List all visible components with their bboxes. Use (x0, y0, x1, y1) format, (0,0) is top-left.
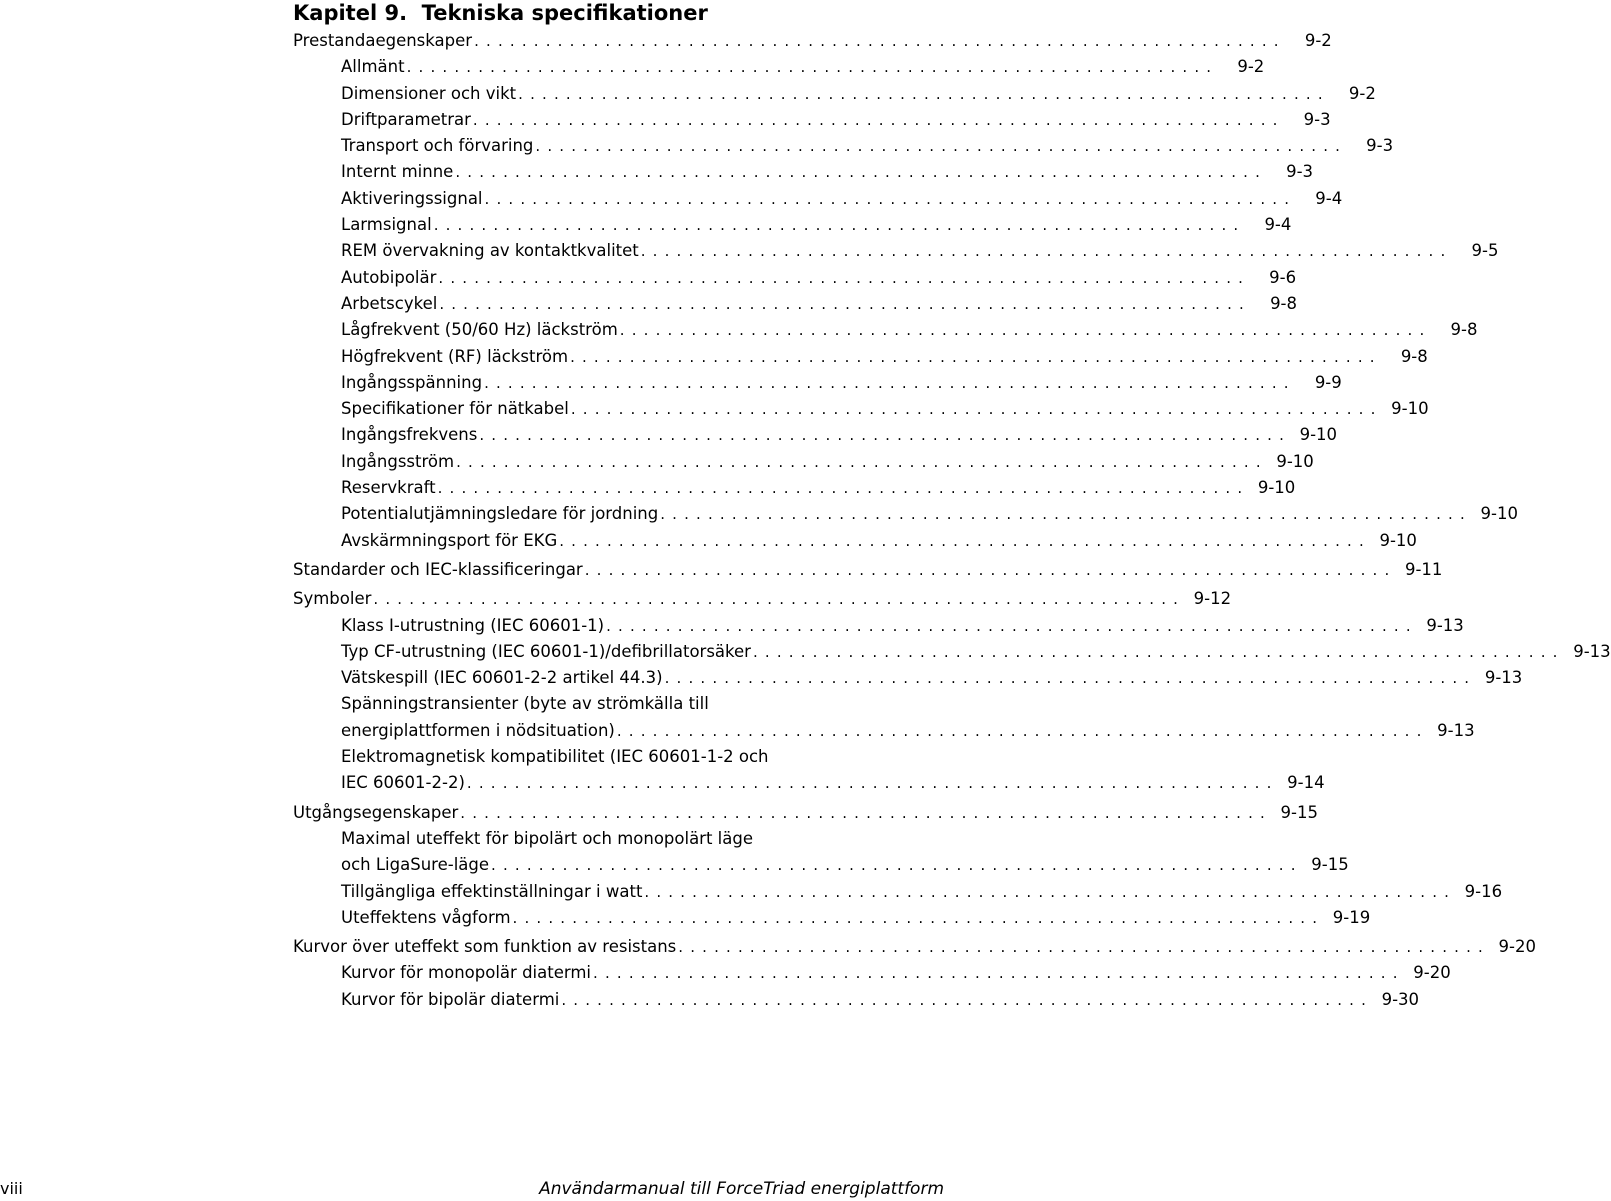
toc-entry[interactable] (293, 475, 1296, 501)
toc-entry[interactable] (293, 81, 1376, 107)
toc-entry[interactable] (293, 370, 1342, 396)
toc-entry-label: Klass I-utrustning (IEC 60601-1) (341, 615, 605, 635)
toc-entry-label: Transport och förvaring (341, 136, 534, 156)
dot-leader: . . . . . . . . . . . . . . . . . . . . . . . . . . . . . . . . . . . . . . . . . . . . . . . . . . . . . . . . . . . . . . . . . . . . (466, 774, 1273, 793)
dot-leader: . . . . . . . . . . . . . . . . . . . . . . . . . . . . . . . . . . . . . . . . . . . . . . . . . . . . . . . . . . . . . . . . . . . . (570, 347, 1376, 366)
toc-entry-label: och LigaSure-läge (341, 855, 490, 875)
dot-leader: . . . . . . . . . . . . . . . . . . . . . . . . . . . . . . . . . . . . . . . . . . . . . . . . . . . . . . . . . . . . . . . . . . . . (460, 803, 1266, 822)
toc-entry-label: Internt minne (341, 162, 454, 182)
toc-entry-page: 9-3 (1303, 109, 1331, 129)
toc-entry[interactable] (293, 396, 1429, 422)
toc-entry-line (341, 449, 1314, 475)
dot-leader: . . . . . . . . . . . . . . . . . . . . . . . . . . . . . . . . . . . . . . . . . . . . . . . . . . . . . . . . . . . . . . . . . . . . (472, 110, 1279, 129)
toc-entry-page: 9-5 (1471, 241, 1499, 261)
dot-leader: . . . . . . . . . . . . . . . . . . . . . . . . . . . . . . . . . . . . . . . . . . . . . . . . . . . . . . . . . . . . . . . . . . . . (438, 268, 1245, 287)
toc-entry[interactable] (293, 212, 1292, 238)
dot-leader: . . . . . . . . . . . . . . . . . . . . . . . . . . . . . . . . . . . . . . . . . . . . . . . . . . . . . . . . . . . . . . . . . . . . (570, 400, 1377, 419)
dot-leader: . . . . . . . . . . . . . . . . . . . . . . . . . . . . . . . . . . . . . . . . . . . . . . . . . . . . . . . . . . . . . . . . . . . . (664, 669, 1471, 688)
toc-entry-line (341, 186, 1343, 212)
toc-entry-page: 9-20 (1498, 937, 1536, 957)
dot-leader: . . . . . . . . . . . . . . . . . . . . . . . . . . . . . . . . . . . . . . . . . . . . . . . . . . . . . . . . . . . . . . . . . . . . (455, 163, 1262, 182)
toc-entry-line (341, 718, 1475, 744)
toc-entry-label: Uteffektens vågform (341, 907, 511, 927)
toc-entry-page: 9-3 (1366, 136, 1394, 156)
toc-entry-page: 9-12 (1193, 589, 1232, 609)
toc-entry-page: 9-8 (1270, 293, 1298, 313)
toc-entry-page: 9-2 (1304, 31, 1332, 50)
dot-leader: . . . . . . . . . . . . . . . . . . . . . . . . . . . . . . . . . . . . . . . . . . . . . . . . . . . . . . . . . . . . . . . . . . . . (593, 964, 1399, 983)
toc-entry-page: 9-2 (1348, 83, 1376, 103)
toc-entry-label: Aktiveringssignal (341, 188, 483, 208)
toc-entry-page: 9-6 (1269, 267, 1297, 287)
toc-entry-line (341, 501, 1518, 527)
toc-entry-line (341, 265, 1297, 291)
toc-entry-label: Lågfrekvent (50/60 Hz) läckström (341, 320, 618, 340)
dot-leader: . . . . . . . . . . . . . . . . . . . . . . . . . . . . . . . . . . . . . . . . . . . . . . . . . . . . . . . . . . . . . . . . . . . . (479, 426, 1286, 445)
toc-entry-label: Reservkraft (341, 478, 436, 498)
toc-entry-page: 9-19 (1332, 907, 1371, 927)
toc-entry-line (341, 159, 1314, 185)
toc-entry-page: 9-13 (1573, 641, 1611, 661)
dot-leader: . . . . . . . . . . . . . . . . . . . . . . . . . . . . . . . . . . . . . . . . . . . . . . . . . . . . . . . . . . . . . . . . . . . . (606, 616, 1412, 635)
toc-entry-label: Arbetscykel (341, 293, 438, 313)
toc-entry-page: 9-20 (1413, 963, 1451, 983)
toc-entry-line (293, 934, 1536, 960)
dot-leader: . . . . . . . . . . . . . . . . . . . . . . . . . . . . . . . . . . . . . . . . . . . . . . . . . . . . . . . . . . . . . . . . . . . . (491, 856, 1297, 875)
toc-entry-line (341, 107, 1331, 133)
toc-entry-line (341, 238, 1499, 264)
toc-entry-line (293, 800, 1318, 826)
toc-entry[interactable] (293, 826, 1349, 879)
toc-entry-page: 9-13 (1484, 668, 1523, 688)
toc-entry-line (341, 475, 1296, 501)
dot-leader: . . . . . . . . . . . . . . . . . . . . . . . . . . . . . . . . . . . . . . . . . . . . . . . . . . . . . . . . . . . . . . . . . . . . (584, 560, 1391, 579)
toc-entry[interactable] (293, 960, 1451, 986)
toc-entry-label: Dimensioner och vikt (341, 83, 517, 103)
toc-entry[interactable] (293, 639, 1611, 665)
toc-entry[interactable] (293, 344, 1428, 370)
toc-entry-label: Ingångsspänning (341, 372, 483, 392)
toc-entry-line (341, 960, 1451, 986)
toc-entry-page: 9-10 (1480, 504, 1518, 524)
toc-entry-label: Tillgängliga effektinställningar i watt (341, 881, 643, 901)
toc-entry[interactable] (293, 238, 1499, 264)
toc-entry[interactable] (293, 744, 1325, 797)
toc-entry-label: Ingångsström (341, 451, 455, 471)
toc-entry-label: Specifikationer för nätkabel (341, 399, 569, 419)
toc-entry-page: 9-10 (1299, 425, 1338, 445)
toc-entry-label-line1: Spänningstransienter (byte av strömkälla till (341, 694, 709, 714)
toc-entry-page: 9-10 (1257, 478, 1296, 498)
toc-entry-label-line1: Elektromagnetisk kompatibilitet (IEC 60601-1-2 och (341, 747, 769, 767)
dot-leader: . . . . . . . . . . . . . . . . . . . . . . . . . . . . . . . . . . . . . . . . . . . . . . . . . . . . . . . . . . . . . . . . . . . . (660, 505, 1466, 524)
toc-entry-page: 9-8 (1450, 320, 1478, 340)
toc-entry-page: 9-14 (1287, 773, 1325, 793)
toc-entry-line (341, 770, 1325, 796)
toc-entry-line (341, 291, 1298, 317)
chapter-title: Kapitel 9. Tekniska specifikationer (293, 1, 708, 25)
toc-entry[interactable] (293, 317, 1478, 343)
toc-entry-label: Typ CF-utrustning (IEC 60601-1)/defibrillatorsäker (341, 641, 751, 661)
toc-entry-page: 9-13 (1437, 720, 1475, 740)
toc-entry-page: 9-3 (1286, 162, 1314, 182)
toc-entry[interactable] (293, 291, 1298, 317)
toc-entry-line (341, 396, 1429, 422)
toc-entry-line (341, 987, 1420, 1013)
toc-entry-label: Kurvor över uteffekt som funktion av resistans (293, 937, 677, 957)
toc-entry[interactable] (293, 987, 1420, 1013)
manual-title: Användarmanual till ForceTriad energiplattform (539, 1179, 944, 1199)
dot-leader: . . . . . . . . . . . . . . . . . . . . . . . . . . . . . . . . . . . . . . . . . . . . . . . . . . . . . . . . . . . . . . . . . . . . (433, 216, 1240, 235)
toc-entry-page: 9-10 (1276, 451, 1314, 471)
toc-entry-line (341, 212, 1292, 238)
toc-entry[interactable] (293, 905, 1371, 931)
dot-leader: . . . . . . . . . . . . . . . . . . . . . . . . . . . . . . . . . . . . . . . . . . . . . . . . . . . . . . . . . . . . . . . . . . . . (456, 452, 1262, 471)
dot-leader: . . . . . . . . . . . . . . . . . . . . . . . . . . . . . . . . . . . . . . . . . . . . . . . . . . . . . . . . . . . . . . . . . . . . (619, 321, 1426, 340)
toc-entry-page: 9-15 (1280, 802, 1318, 822)
toc-entry-label: Symboler (293, 589, 372, 609)
toc-entry[interactable] (293, 934, 1536, 960)
toc-entry-label: Prestandaegenskaper (293, 31, 473, 50)
toc-entry[interactable] (293, 501, 1518, 527)
dot-leader: . . . . . . . . . . . . . . . . . . . . . . . . . . . . . . . . . . . . . . . . . . . . . . . . . . . . . . . . . . . . . . . . . . . . (512, 908, 1319, 927)
toc-entry-line (341, 905, 1371, 931)
dot-leader: . . . . . . . . . . . . . . . . . . . . . . . . . . . . . . . . . . . . . . . . . . . . . . . . . . . . . . . . . . . . . . . . . . . . (640, 242, 1447, 261)
toc-entry-label: Standarder och IEC-klassificeringar (293, 559, 583, 579)
toc-entry-line (341, 613, 1464, 639)
toc-entry-label: Driftparametrar (341, 109, 471, 129)
toc-entry-label: Larmsignal (341, 215, 432, 235)
toc-entry-label: IEC 60601-2-2) (341, 773, 465, 793)
toc-entry-line (293, 28, 1332, 54)
toc-entry-page: 9-30 (1381, 989, 1420, 1009)
toc-entry-label: Autobipolär (341, 267, 437, 287)
dot-leader: . . . . . . . . . . . . . . . . . . . . . . . . . . . . . . . . . . . . . . . . . . . . . . . . . . . . . . . . . . . . . . . . . . . . (561, 990, 1368, 1009)
toc-entry-page: 9-16 (1464, 881, 1503, 901)
toc-entry-line (341, 665, 1523, 691)
toc-entry-page: 9-8 (1400, 346, 1428, 366)
toc-entry[interactable] (293, 186, 1343, 212)
toc-entry[interactable] (293, 449, 1314, 475)
toc-entry-label: energiplattformen i nödsituation) (341, 720, 615, 740)
toc-entry-line (293, 557, 1443, 583)
toc-entry-page: 9-4 (1264, 215, 1292, 235)
toc-entry-line (341, 81, 1376, 107)
toc-entry-page: 9-9 (1314, 372, 1342, 392)
toc-entry-line (341, 317, 1478, 343)
toc-entry-line (341, 133, 1394, 159)
toc-entry-label: Avskärmningsport för EKG (341, 530, 558, 550)
page-number: viii (0, 1179, 23, 1198)
toc-entry-label: Allmänt (341, 57, 405, 77)
toc-entry-line (341, 344, 1428, 370)
toc-entry[interactable] (293, 28, 1332, 54)
dot-leader: . . . . . . . . . . . . . . . . . . . . . . . . . . . . . . . . . . . . . . . . . . . . . . . . . . . . . . . . . . . . . . . . . . . . (484, 189, 1291, 208)
toc-entry[interactable] (293, 159, 1314, 185)
toc-entry-page: 9-13 (1426, 615, 1464, 635)
toc-entry-label: Utgångsegenskaper (293, 802, 459, 822)
toc-entry-label: REM övervakning av kontaktkvalitet (341, 241, 639, 261)
toc-entry[interactable] (293, 800, 1318, 826)
toc-entry[interactable] (293, 557, 1443, 583)
dot-leader: . . . . . . . . . . . . . . . . . . . . . . . . . . . . . . . . . . . . . . . . . . . . . . . . . . . . . . . . . . . . . . . . . . . . (616, 721, 1423, 740)
dot-leader: . . . . . . . . . . . . . . . . . . . . . . . . . . . . . . . . . . . . . . . . . . . . . . . . . . . . . . . . . . . . . . . . . . . . (678, 938, 1484, 957)
toc-entry-label: Potentialutjämningsledare för jordning (341, 504, 659, 524)
toc-entry-line (341, 852, 1349, 878)
table-of-contents (293, 28, 1611, 1013)
dot-leader: . . . . . . . . . . . . . . . . . . . . . . . . . . . . . . . . . . . . . . . . . . . . . . . . . . . . . . . . . . . . . . . . . . . . (439, 294, 1246, 313)
toc-entry[interactable] (293, 879, 1503, 905)
toc-entry-label: Kurvor för bipolär diatermi (341, 989, 560, 1009)
dot-leader: . . . . . . . . . . . . . . . . . . . . . . . . . . . . . . . . . . . . . . . . . . . . . . . . . . . . . . . . . . . . . . . . . . . . (644, 882, 1451, 901)
dot-leader: . . . . . . . . . . . . . . . . . . . . . . . . . . . . . . . . . . . . . . . . . . . . . . . . . . . . . . . . . . . . . . . . . . . . (437, 479, 1244, 498)
toc-entry-label: Vätskespill (IEC 60601-2-2 artikel 44.3) (341, 668, 663, 688)
toc-entry[interactable] (293, 265, 1297, 291)
dot-leader: . . . . . . . . . . . . . . . . . . . . . . . . . . . . . . . . . . . . . . . . . . . . . . . . . . . . . . . . . . . . . . . . . . . . (373, 590, 1180, 609)
toc-entry[interactable] (293, 422, 1338, 448)
toc-entry-page: 9-4 (1315, 188, 1343, 208)
toc-entry[interactable] (293, 107, 1331, 133)
toc-entry-line (341, 422, 1338, 448)
toc-entry-page: 9-10 (1391, 399, 1429, 419)
toc-entry[interactable] (293, 528, 1417, 554)
toc-entry-line (341, 639, 1611, 665)
toc-entry-line (341, 54, 1265, 80)
dot-leader: . . . . . . . . . . . . . . . . . . . . . . . . . . . . . . . . . . . . . . . . . . . . . . . . . . . . . . . . . . . . . . . . . . . . (752, 642, 1559, 661)
toc-entry-line (341, 879, 1503, 905)
toc-entry[interactable] (293, 586, 1232, 612)
toc-entry-line (341, 370, 1342, 396)
toc-entry[interactable] (293, 54, 1265, 80)
toc-entry-page: 9-10 (1379, 530, 1417, 550)
dot-leader: . . . . . . . . . . . . . . . . . . . . . . . . . . . . . . . . . . . . . . . . . . . . . . . . . . . . . . . . . . . . . . . . . . . . (406, 58, 1213, 77)
toc-entry[interactable] (293, 691, 1475, 744)
toc-entry-label: Ingångsfrekvens (341, 425, 478, 445)
toc-entry-line (293, 586, 1232, 612)
toc-entry-label-line1: Maximal uteffekt för bipolärt och monopolärt läge (341, 828, 754, 848)
toc-entry[interactable] (293, 613, 1464, 639)
dot-leader: . . . . . . . . . . . . . . . . . . . . . . . . . . . . . . . . . . . . . . . . . . . . . . . . . . . . . . . . . . . . . . . . . . . . (535, 137, 1342, 156)
toc-entry-label: Högfrekvent (RF) läckström (341, 346, 569, 366)
dot-leader: . . . . . . . . . . . . . . . . . . . . . . . . . . . . . . . . . . . . . . . . . . . . . . . . . . . . . . . . . . . . . . . . . . . . (559, 531, 1365, 550)
toc-entry-page: 9-2 (1237, 57, 1265, 77)
toc-entry[interactable] (293, 133, 1394, 159)
dot-leader: . . . . . . . . . . . . . . . . . . . . . . . . . . . . . . . . . . . . . . . . . . . . . . . . . . . . . . . . . . . . . . . . . . . . (474, 32, 1280, 50)
toc-entry-label: Kurvor för monopolär diatermi (341, 963, 592, 983)
toc-entry[interactable] (293, 665, 1523, 691)
toc-entry-page: 9-11 (1404, 559, 1443, 579)
dot-leader: . . . . . . . . . . . . . . . . . . . . . . . . . . . . . . . . . . . . . . . . . . . . . . . . . . . . . . . . . . . . . . . . . . . . (518, 84, 1324, 103)
toc-entry-page: 9-15 (1311, 855, 1349, 875)
dot-leader: . . . . . . . . . . . . . . . . . . . . . . . . . . . . . . . . . . . . . . . . . . . . . . . . . . . . . . . . . . . . . . . . . . . . (484, 373, 1290, 392)
toc-entry-line (341, 528, 1417, 554)
